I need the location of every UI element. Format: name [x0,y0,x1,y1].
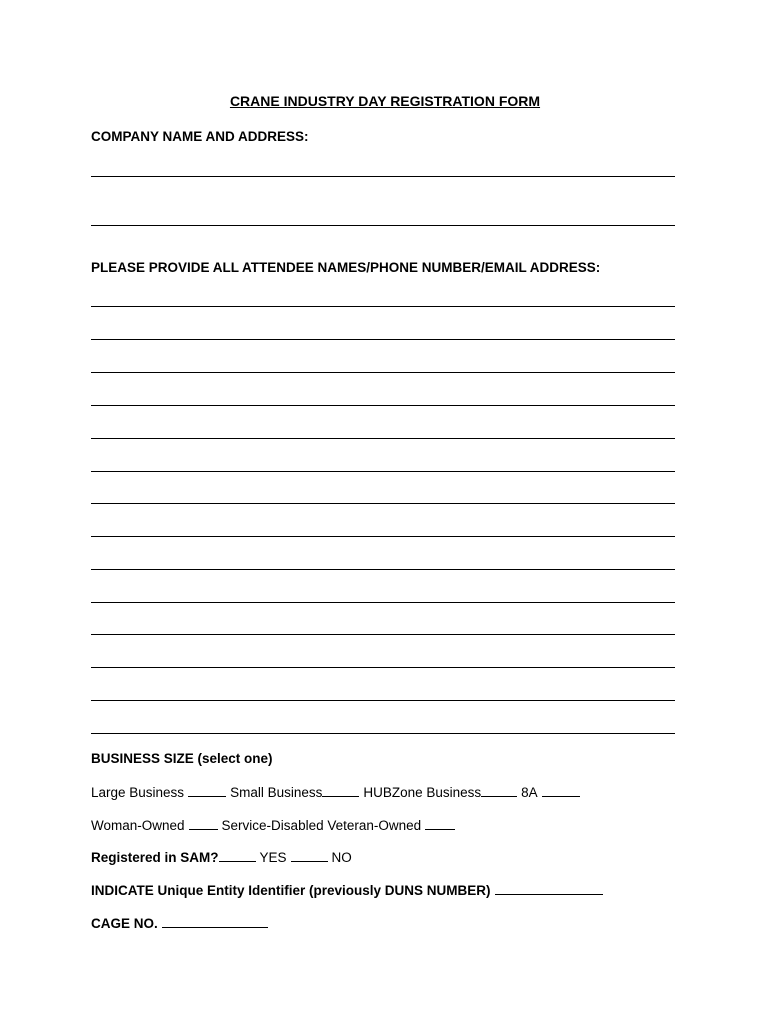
attendees-label: PLEASE PROVIDE ALL ATTENDEE NAMES/PHONE NUMBER/EMAIL ADDRESS: [91,260,601,275]
8a-label: 8A [521,785,538,800]
company-name-label: COMPANY NAME AND ADDRESS: [91,129,309,144]
sam-label: Registered in SAM? [91,850,219,865]
attendee-line[interactable] [91,569,675,570]
sam-yes-blank[interactable] [219,849,256,862]
woman-owned-label: Woman-Owned [91,818,185,833]
attendee-line[interactable] [91,339,675,340]
sdvo-blank[interactable] [425,817,455,830]
hubzone-business-blank[interactable] [481,784,517,797]
attendee-line[interactable] [91,372,675,373]
attendee-line[interactable] [91,438,675,439]
attendee-line[interactable] [91,667,675,668]
cage-row [91,915,272,931]
attendee-line[interactable] [91,503,675,504]
business-size-row-2 [91,817,459,833]
company-line-2[interactable] [91,225,675,226]
sam-row [91,849,352,865]
small-business-blank[interactable] [322,784,359,797]
cage-blank[interactable] [162,915,268,928]
hubzone-business-label: HUBZone Business [363,785,482,800]
sdvo-label: Service-Disabled Veteran-Owned [221,818,422,833]
large-business-blank[interactable] [188,784,226,797]
attendee-line[interactable] [91,700,675,701]
small-business-label: Small Business [230,785,323,800]
company-line-1[interactable] [91,176,675,177]
business-size-label: BUSINESS SIZE (select one) [91,751,273,766]
attendee-line[interactable] [91,471,675,472]
attendee-line[interactable] [91,306,675,307]
business-size-row-1 [91,784,584,800]
sam-yes-label: YES [259,850,287,865]
8a-blank[interactable] [542,784,580,797]
large-business-label: Large Business [91,785,185,800]
woman-owned-blank[interactable] [189,817,218,830]
attendee-line[interactable] [91,405,675,406]
uei-label: INDICATE Unique Entity Identifier (previously DUNS NUMBER) [91,883,491,898]
attendee-line[interactable] [91,733,675,734]
attendee-line[interactable] [91,634,675,635]
sam-no-label: NO [331,850,352,865]
attendee-line[interactable] [91,602,675,603]
uei-row [91,882,607,898]
cage-label: CAGE NO. [91,916,158,931]
form-title: CRANE INDUSTRY DAY REGISTRATION FORM [229,93,541,109]
uei-blank[interactable] [495,882,603,895]
attendee-line[interactable] [91,536,675,537]
sam-no-blank[interactable] [291,849,328,862]
